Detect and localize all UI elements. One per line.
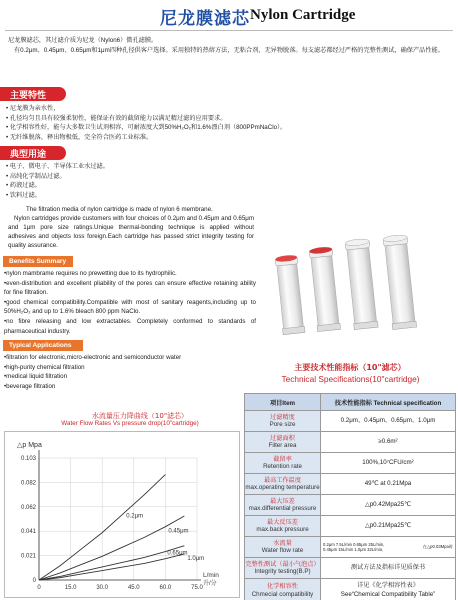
spec-label-cn: 截留率	[273, 455, 292, 463]
chart-title-cn: 水流量压力降曲线（10"滤芯）	[91, 412, 189, 420]
spec-row	[245, 453, 456, 474]
feature-item: • 孔径均匀且具有较强柔韧性，能保证有效的截留能力以满足精过滤的应用要求。	[6, 114, 227, 122]
compat-line: 详见《化学相容性表》	[357, 582, 419, 590]
spec-value: △p0.42Mpa25℃	[321, 495, 456, 516]
cartridge-photo	[258, 235, 453, 340]
typical-app-item: •beverage filtration	[4, 382, 56, 390]
spec-value	[321, 579, 456, 600]
x-tick-label: 75.0	[191, 585, 203, 591]
specs-header-row	[245, 394, 456, 411]
spec-value: ≥0.6m²	[321, 432, 456, 453]
series-label: 1.0μm	[187, 555, 205, 562]
application-cn-item: • 电子、微电子、半导体工业水过滤。	[6, 163, 109, 170]
typical-app-item: •medical liquid filtration	[4, 373, 68, 381]
specs-table	[244, 393, 456, 600]
applications-cn-heading: 典型用途	[0, 146, 66, 160]
cartridge-1	[275, 254, 305, 334]
spec-label-cn: 完整性测试（最小气泡点）	[245, 560, 320, 568]
spec-row	[245, 579, 456, 600]
typical-app-item: •high-purity chemical filtration	[4, 363, 85, 371]
series-line	[39, 546, 184, 580]
spec-label-en: max.operating temperature	[245, 484, 320, 491]
spec-label-en: Retention rate	[263, 463, 302, 470]
feature-item: • 尼龙膜为亲水性，	[6, 105, 60, 112]
y-axis-label: △p Mpa	[17, 442, 42, 449]
intro-en-line-2: Nylon cartridges provide customers with four choices of 0.2μm and 0.45μm and 0.65μm and 1μm pore size ratings.Unique thermal-bonding technique is applied without adhesives and objects loss foreign.Each cartridge has passed strict integrity testing for quality assurance.	[8, 214, 254, 249]
spec-row	[245, 495, 456, 516]
specs-header-item: 项目Item	[245, 394, 321, 411]
spec-row	[245, 474, 456, 495]
series-label: 0.65μm	[167, 550, 188, 557]
spec-value: 测试方法及指标详见质保书	[321, 558, 456, 579]
typical-apps-heading: Typical Applications	[3, 340, 83, 351]
spec-value: 100%,10⁷CFU/cm²	[321, 453, 456, 474]
spec-label-cn: 最高工作温度	[263, 476, 302, 484]
x-tick-label: 0	[37, 585, 41, 591]
x-tick-label: 30.0	[96, 585, 109, 591]
application-cn-item: • 药液过滤。	[6, 182, 41, 190]
benefit-item: •even-distribution and excellent pliability of the pores can ensure effective retaining ability for fine filtration.	[4, 279, 256, 297]
benefit-item: •nylon mambrame requires no prewetting due to its hydrophilic.	[4, 270, 177, 277]
spec-label-cn: 最大压差	[270, 497, 295, 505]
spec-label-en: Integrity testing(B.P)	[254, 568, 311, 575]
spec-value: △p0.21Mpa25℃	[321, 516, 456, 537]
flow-chart	[4, 431, 240, 598]
specs-header-spec: 技术性能指标 Technical specification	[321, 394, 456, 411]
typical-app-item: •filtration for electronic,micro-electronic and semiconductor water	[4, 354, 182, 361]
x-tick-label: 60.0	[159, 585, 172, 591]
spec-label-cn: 过滤面积	[270, 434, 295, 442]
series-label: 0.2μm	[126, 513, 144, 520]
spec-row	[245, 411, 456, 432]
intro-cn-line-2: 有0.2μm、0.45μm、0.65μm和1μm四种孔径供客户选择。采用独特的热熔方法，无粘合剂，无异物脱落。每支滤芯都经过严格的完整性测试，确保产品性能。	[14, 46, 444, 54]
y-tick-label: 0.041	[20, 529, 36, 536]
typical-apps-list	[4, 353, 256, 391]
spec-label-cn: 最大反压差	[267, 518, 298, 526]
y-tick-label: 0	[32, 578, 36, 584]
spec-label-en: Filter area	[268, 442, 297, 449]
x-axis-label-cn: 升/分	[203, 581, 217, 587]
benefits-heading: Benefits Summary	[3, 256, 73, 267]
series-label: 0.45μm	[168, 528, 189, 535]
spec-label-cn: 化学相容性	[267, 583, 298, 591]
spec-label-en: Chmecial compatibility	[251, 590, 314, 598]
spec-value: 49℃ at 0.21Mpa	[321, 474, 456, 495]
spec-label-en: max.back pressure	[256, 526, 309, 533]
benefit-item: •good chemical compatibility.Compatible with most of sanitary reagents,including up to 50%H₂O₂ and up to 1.6% bleach 800 ppm NaClo.	[4, 298, 256, 316]
flow-chart-svg	[5, 432, 241, 599]
spec-row	[245, 516, 456, 537]
cartridge-4	[383, 235, 417, 330]
spec-label-cn: 过滤精度	[270, 413, 295, 421]
spec-label-en: Pore size	[269, 421, 296, 428]
compat-line: See“Chemical Compatibility Table”	[340, 590, 436, 598]
features-heading: 主要特性	[0, 87, 66, 101]
y-tick-label: 0.082	[20, 480, 36, 487]
intro-en-line-1: The filtration media of nylon cartridge is made of nylon 6 membrane.	[26, 206, 213, 213]
features-list	[6, 104, 446, 142]
spec-row	[245, 432, 456, 453]
feature-item: • 无纤维脱落，释出物极低，完全符合医药工业标准。	[6, 133, 153, 141]
specs-title-en: Technical Specifications(10"cartridge)	[281, 374, 420, 384]
flow-rate-line: 0.45μm 15L/min 1.0μm 32L/min,	[323, 547, 384, 552]
intro-cn	[8, 36, 448, 55]
title-divider	[5, 30, 453, 31]
spec-label-cn: 水流量	[273, 539, 292, 547]
x-tick-label: 45.0	[127, 585, 140, 591]
benefit-item: •no fibre releasing and low extractables. Completely conformed to standards of pharmaceutical industry.	[4, 318, 256, 335]
y-tick-label: 0.021	[20, 553, 36, 560]
title-cn: 尼龙膜滤芯	[160, 9, 250, 29]
intro-en	[8, 206, 254, 251]
series-line	[39, 513, 184, 580]
benefits-list	[4, 269, 256, 336]
spec-row	[245, 537, 456, 558]
intro-cn-line-1: 尼龙膜滤芯，其过滤介质为尼龙（Nylon6）微孔滤膜。	[8, 37, 158, 44]
spec-value	[321, 537, 456, 558]
cartridge-3	[345, 238, 378, 330]
x-axis-label: L/min	[203, 572, 219, 579]
application-cn-item: • 高纯化学制品过滤。	[6, 172, 66, 180]
feature-item: • 化学相容性好，能与大多数卫生试剂相容，可耐浓度大到50%H₂O₂和1.6%漂白剂（800PPmNaClo）。	[6, 124, 287, 132]
specs-title-cn: 主要技术性能指标（10"滤芯）	[294, 363, 406, 372]
chart-title-en: Water Flow Rates Vs pressure drop(10"cartridge)	[61, 420, 199, 427]
flow-rate-line: 0.2μm 7.5L/min 0.65μm 25L/min,	[323, 541, 385, 547]
spec-label-en: Water flow rate	[261, 547, 304, 554]
spec-value: 0.2μm、0.45μm、0.65μm、1.0μm	[321, 411, 456, 432]
spec-row	[245, 558, 456, 579]
y-tick-label: 0.103	[20, 456, 36, 462]
y-tick-label: 0.062	[20, 504, 36, 511]
cartridge-2	[309, 246, 341, 331]
title-en: Nylon Cartridge	[250, 7, 356, 23]
application-cn-item: • 饮料过滤。	[6, 191, 41, 199]
applications-cn-list	[6, 162, 246, 200]
spec-label-en: max.differential pressure	[248, 505, 317, 512]
flow-rate-condition: 在△p0.03Mpa时	[422, 544, 453, 550]
x-tick-label: 15.0	[64, 585, 77, 591]
